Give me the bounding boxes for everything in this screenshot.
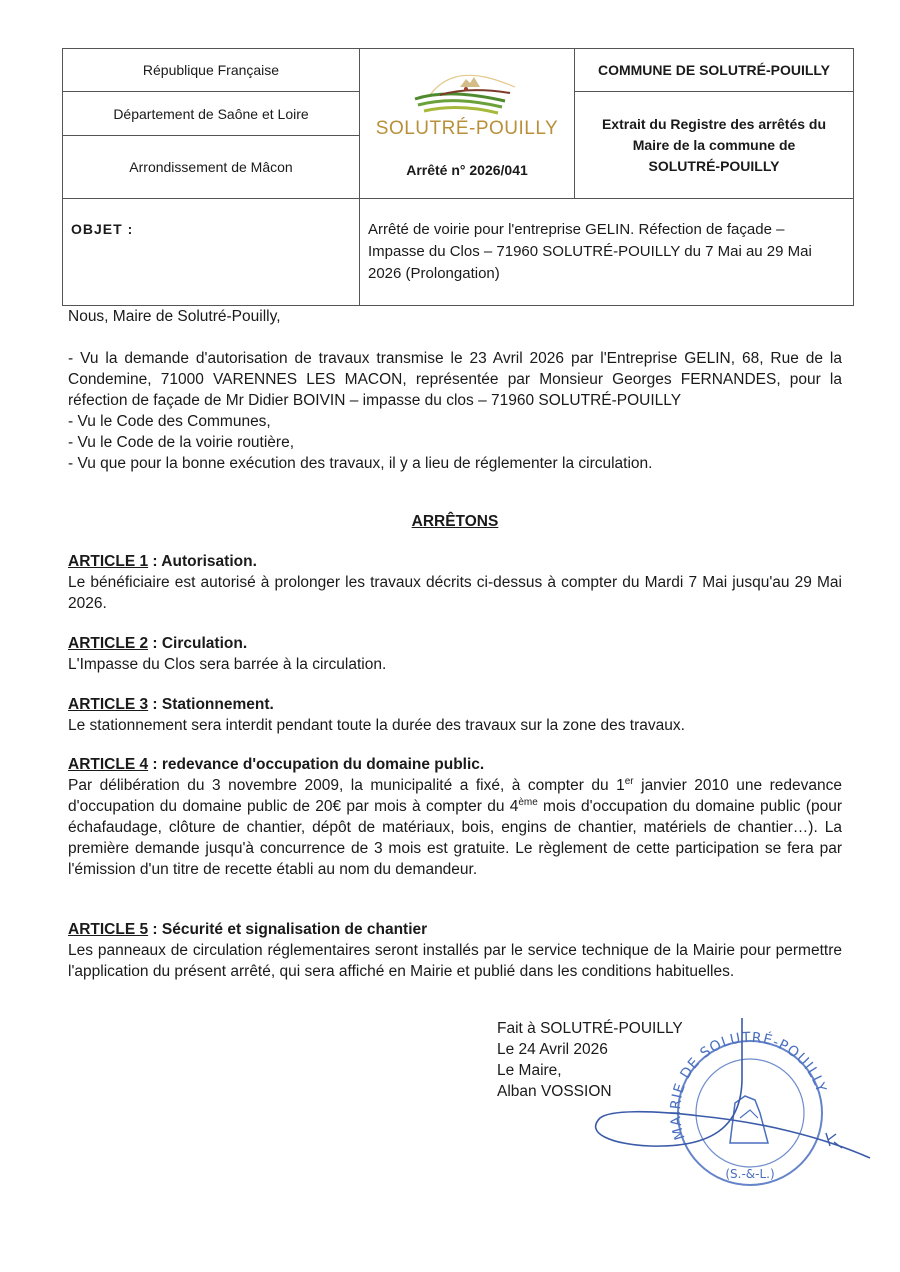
article-2 — [68, 633, 842, 675]
extrait-cell — [575, 92, 854, 199]
vu-item: - Vu la demande d'autorisation de travaux transmise le 23 Avril 2026 par l'Entreprise GELIN, 68, Rue de la Condemine, 71000 VARENNES LES MACON, représentée par Monsieur Georges FERNANDES, pour la réfection de façade de Mr Didier BOIVIN – impasse du clos – 71960 SOLUTRÉ-POUILLY — [68, 350, 842, 409]
vu-list — [68, 348, 842, 474]
article-number: ARTICLE 1 — [68, 553, 149, 570]
logo-text: SOLUTRÉ-POUILLY — [375, 118, 559, 139]
article-number: ARTICLE 4 — [68, 756, 149, 773]
signature-date: Le 24 Avril 2026 — [497, 1041, 608, 1058]
article-text: Le stationnement sera interdit pendant toute la durée des travaux sur la zone des travaux. — [68, 717, 685, 734]
article-title: : Autorisation. — [148, 553, 257, 570]
article-text: Les panneaux de circulation réglementaires seront installés par le service technique de la Mairie pour permettre l'application du présent arrêté, qui sera affiché en Mairie et publié dans les conditions habituelles. — [68, 942, 842, 980]
article-3 — [68, 694, 842, 736]
objet-text: Arrêté de voirie pour l'entreprise GELIN. Réfection de façade – Impasse du Clos – 71960 SOLUTRÉ-POUILLY du 7 Mai au 29 Mai 2026 (Prolongation) — [360, 199, 854, 306]
article-text: L'Impasse du Clos sera barrée à la circulation. — [68, 656, 387, 673]
vu-item: - Vu le Code des Communes, — [68, 413, 271, 430]
commune-cell: COMMUNE DE SOLUTRÉ-POUILLY — [575, 49, 854, 92]
signature-place: Fait à SOLUTRÉ-POUILLY — [497, 1020, 683, 1037]
extrait-line-1: Extrait du Registre des arrêtés du — [601, 115, 827, 132]
article-number: ARTICLE 2 — [68, 635, 149, 652]
article-title: : Stationnement. — [148, 696, 274, 713]
extrait-line-3: SOLUTRÉ-POUILLY — [648, 157, 780, 174]
article-title: : Circulation. — [148, 635, 248, 652]
signature-name: Alban VOSSION — [497, 1083, 612, 1100]
article-5 — [68, 919, 842, 982]
arrondissement-cell: Arrondissement de Mâcon — [63, 136, 360, 199]
signature-role: Le Maire, — [497, 1062, 562, 1079]
logo-cell — [360, 49, 575, 199]
article-number: ARTICLE 5 — [68, 921, 149, 938]
arrete-number: Arrêté n° 2026/041 — [406, 162, 528, 178]
logo-landscape-icon — [410, 65, 520, 115]
intro: Nous, Maire de Solutré-Pouilly, — [68, 308, 281, 325]
arretons-heading — [68, 511, 842, 532]
arretons-text: ARRÊTONS — [411, 513, 499, 530]
stamp-dept: (S.-&-L.) — [725, 1167, 775, 1181]
header-table — [62, 48, 854, 306]
article-4 — [68, 754, 842, 880]
article-title: : redevance d'occupation du domaine public. — [148, 756, 485, 773]
republique-cell: République Française — [63, 49, 360, 92]
svg-text:MAIRIE DE SOLUTRÉ-POUILLY — [668, 1030, 829, 1142]
article-text: Par délibération du 3 novembre 2009, la municipalité a fixé, à compter du 1er janvier 2010 une redevance d'occupation du domaine public de 20€ par mois à compter du 4ème mois d'occupation du domaine public (pour échafaudage, clôture de chantier, dépôt de matériaux, bois, engins de chantier, matériels de chantier…). La première demande jusqu'à concurrence de 3 mois est gratuite. Le règlement de cette participation se fera par l'émission d'un titre de recette établi au nom du demandeur. — [68, 775, 843, 878]
stamp-ring-text: MAIRIE DE SOLUTRÉ-POUILLY — [667, 1029, 830, 1142]
vu-item: - Vu que pour la bonne exécution des travaux, il y a lieu de réglementer la circulation. — [68, 455, 653, 472]
departement-cell: Département de Saône et Loire — [63, 92, 360, 136]
extrait-line-2: Maire de la commune de — [632, 136, 796, 153]
objet-label: OBJET : — [63, 199, 360, 306]
article-title: : Sécurité et signalisation de chantier — [148, 921, 428, 938]
article-1 — [68, 551, 842, 614]
signature-block — [497, 1018, 683, 1102]
article-text: Le bénéficiaire est autorisé à prolonger les travaux décrits ci-dessus à compter du Mardi 7 Mai jusqu'au 29 Mai 2026. — [68, 574, 842, 612]
vu-item: - Vu le Code de la voirie routière, — [68, 434, 295, 451]
article-number: ARTICLE 3 — [68, 696, 149, 713]
